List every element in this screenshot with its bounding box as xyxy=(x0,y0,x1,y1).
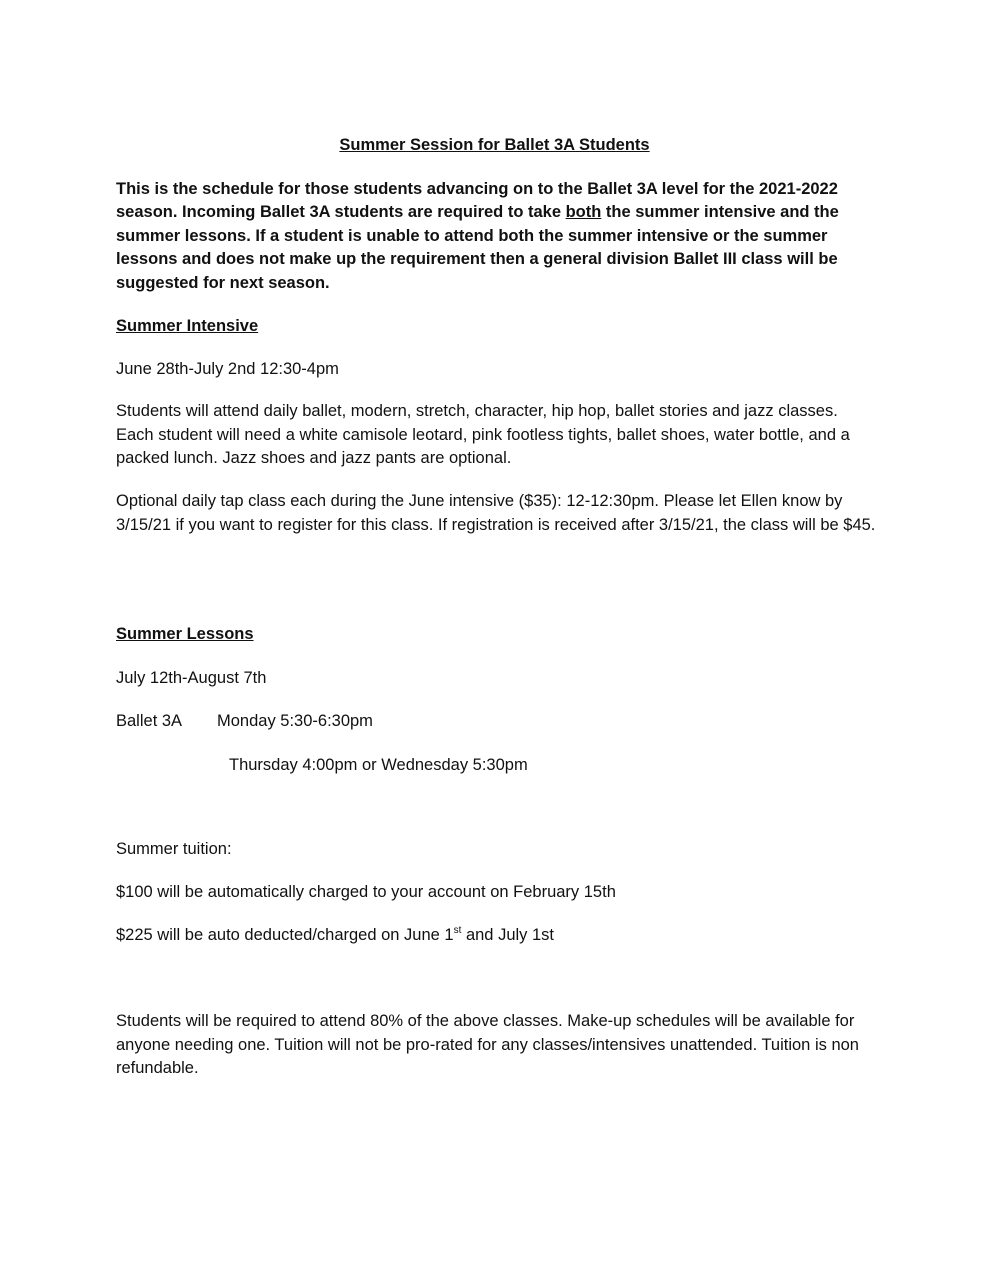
intro-paragraph xyxy=(116,178,876,295)
tuition-charge-june-july xyxy=(116,925,554,945)
intensive-dates: June 28th-July 2nd 12:30-4pm xyxy=(116,360,339,378)
charge2-after: and July 1st xyxy=(461,926,555,944)
lessons-class-name: Ballet 3A xyxy=(116,712,183,730)
lessons-time-monday: Monday 5:30-6:30pm xyxy=(217,712,373,730)
document-title: Summer Session for Ballet 3A Students xyxy=(339,136,650,154)
lessons-heading: Summer Lessons xyxy=(116,625,254,643)
intro-emphasis: both xyxy=(565,203,602,222)
charge2-superscript: st xyxy=(453,924,462,936)
intensive-heading: Summer Intensive xyxy=(116,317,259,335)
attendance-policy: Students will be required to attend 80% of the above classes. Make-up schedules will be available for anyone needing one. Tuition will not be pro-rated for any classes/intensives unattended. Tuition is non refundable. xyxy=(116,1012,859,1078)
intro-text-part2: the summer intensive and the summer lessons. If a student is unable to attend both the summer intensive or the summer lessons and does not make up the requirement then a general division Ballet III class will be suggested for next season. xyxy=(116,203,839,292)
lessons-dates: July 12th-August 7th xyxy=(116,669,267,687)
charge2-before: $225 will be auto deducted/charged on June 1 xyxy=(116,926,454,944)
tap-class-option: Optional daily tap class each during the June intensive ($35): 12-12:30pm. Please let Ellen know by 3/15/21 if you want to register for this class. If registration is received after 3/15/21, the class will be $45. xyxy=(116,492,876,534)
tuition-charge-february: $100 will be automatically charged to your account on February 15th xyxy=(116,883,616,901)
intensive-description: Students will attend daily ballet, modern, stretch, character, hip hop, ballet stories and jazz classes. Each student will need a white camisole leotard, pink footless tights, ballet shoes, water bottle, and a packed lunch. Jazz shoes and jazz pants are optional. xyxy=(116,402,850,468)
tuition-label: Summer tuition: xyxy=(116,840,232,858)
lessons-time-alternative: Thursday 4:00pm or Wednesday 5:30pm xyxy=(229,756,528,774)
intro-text-part1: This is the schedule for those students advancing on to the Ballet 3A level for the 2021-2022 season. Incoming Ballet 3A students are required to take xyxy=(116,180,838,222)
